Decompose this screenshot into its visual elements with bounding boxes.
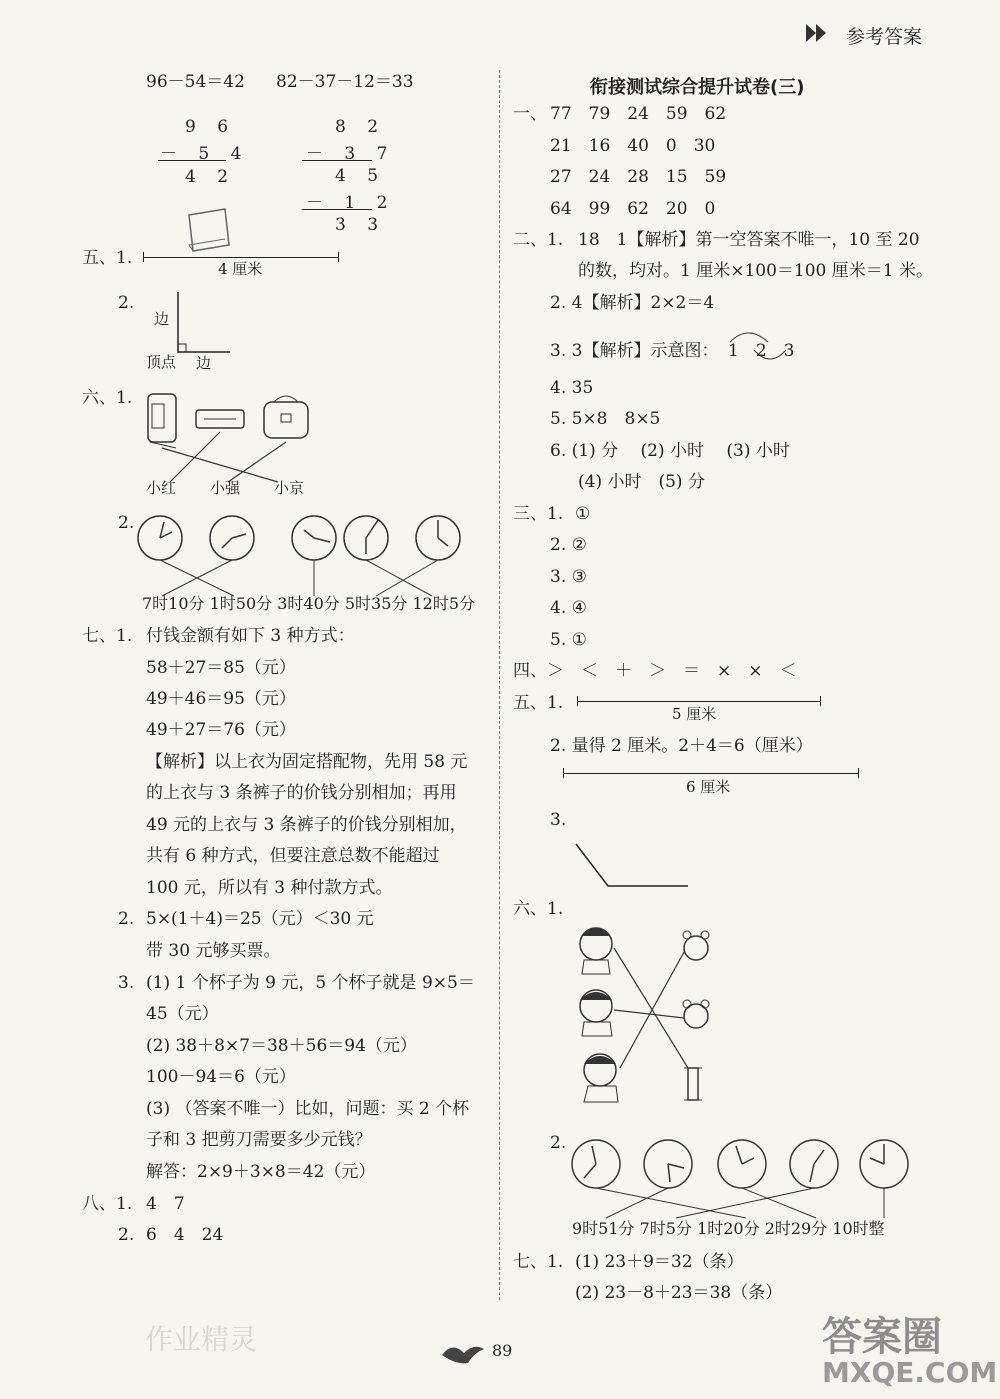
- angle-drawing: [170, 290, 240, 364]
- name-xiaoqiang: 小强: [210, 479, 241, 497]
- page-number: 89: [492, 1341, 513, 1360]
- s7-line: 49 元的上衣与 3 条裤子的价钱分别相加，: [146, 815, 467, 835]
- alarm-clock-icon: [683, 1000, 709, 1028]
- s7-2-label: 2.: [118, 909, 135, 929]
- tick: [563, 768, 564, 778]
- s7-3-line: (1) 1 个杯子为 9 元，5 个杯子就是 9×5＝: [146, 973, 475, 993]
- bag-icon: [264, 396, 308, 438]
- s5-length: 4 厘米: [218, 260, 263, 278]
- clock-icon: [718, 1140, 766, 1188]
- r-s5-2: 2. 量得 2 厘米。2＋4＝6（厘米）: [550, 736, 813, 756]
- vert1-line2: － 5 4: [160, 144, 250, 164]
- clock-icon: [790, 1140, 838, 1188]
- tick: [338, 252, 339, 262]
- chevron-right-icon: [804, 22, 832, 48]
- r-s2-6b: (4) 小时 (5) 分: [578, 472, 705, 492]
- r-s2-3: 3. 3【解析】示意图：: [550, 341, 719, 361]
- s7-line: 58＋27＝85（元）: [146, 658, 296, 678]
- s5-label: 五、1.: [82, 248, 133, 268]
- child-icon: [580, 928, 612, 974]
- vert2-line5: 3 3: [335, 215, 387, 235]
- child-icon: [580, 990, 612, 1036]
- r-s2-5: 5. 5×8 8×5: [550, 409, 661, 429]
- stamp-icon: [185, 205, 235, 259]
- s8-label: 八、1.: [82, 1194, 133, 1214]
- edge-label-1: 边: [154, 310, 170, 328]
- vert2-line1: 8 2: [335, 117, 387, 137]
- s7-3-line: 100－94＝6（元）: [146, 1067, 296, 1087]
- rule: [302, 209, 372, 210]
- vert1-line1: 9 6: [185, 117, 237, 137]
- clock-icon: [572, 1140, 620, 1188]
- s6-2-label: 2.: [118, 513, 135, 533]
- hourglass-icon: [684, 1068, 702, 1100]
- clock-times-right: 9时51分 7时5分 1时20分 2时29分 10时整: [572, 1219, 885, 1238]
- column-divider: [499, 70, 500, 1300]
- s7-line: 【解析】以上衣为固定搭配物，先用 58 元: [146, 752, 468, 772]
- s8-2-label: 2.: [118, 1225, 135, 1245]
- r-s3-item: 3. ③: [550, 567, 587, 587]
- paper-title: 衔接测试综合提升试卷(三): [590, 77, 805, 98]
- equation-1: 96－54＝42: [146, 72, 245, 92]
- segment-6cm: [563, 773, 858, 774]
- s7-line: 100 元，所以有 3 种付款方式。: [146, 878, 393, 898]
- s7-line: 的上衣与 3 条裤子的价钱分别相加；再用: [146, 783, 457, 803]
- s7-2-line: 5×(1＋4)＝25（元）＜30 元: [146, 909, 374, 929]
- s6-label: 六、1.: [82, 388, 133, 408]
- angle-drawing-2: [570, 838, 700, 898]
- name-xiaohong: 小红: [146, 479, 177, 497]
- s7-line: 付钱金额有如下 3 种方式：: [146, 626, 355, 646]
- watermark-logo: 答案圈: [822, 1314, 942, 1360]
- r-s1-row: 64 99 62 20 0: [550, 199, 716, 219]
- clock-icon: [860, 1140, 908, 1188]
- r-s3-item: 5. ①: [550, 630, 587, 650]
- s7-3-line: 解答：2×9＋3×8＝42（元）: [146, 1162, 376, 1182]
- s7-label: 七、1.: [82, 626, 133, 646]
- r-s1-label: 一、: [513, 104, 547, 124]
- r-s6-2: 2.: [550, 1133, 567, 1153]
- s7-2-line: 带 30 元够买票。: [146, 941, 281, 961]
- r-s7-label: 七、1.: [513, 1252, 564, 1272]
- r-s3-item: 2. ②: [550, 535, 587, 555]
- s7-3-line: 45（元）: [146, 1004, 219, 1024]
- s7-3-label: 3.: [118, 973, 135, 993]
- vertex-label: 顶点: [146, 353, 177, 371]
- rule: [158, 160, 226, 161]
- r-s3-label: 三、1.: [513, 504, 564, 524]
- r-s5-3: 3.: [550, 810, 567, 830]
- r-s1-row: 77 79 24 59 62: [550, 104, 727, 124]
- r-s5-len1: 5 厘米: [672, 705, 717, 723]
- clock-icon: [292, 516, 336, 560]
- r-s3-item: 4. ④: [550, 598, 587, 618]
- clocks-right: [566, 1134, 916, 1224]
- r-s6-label: 六、1.: [513, 899, 564, 919]
- r-s5-len2: 6 厘米: [686, 778, 731, 796]
- bird-icon: [438, 1337, 488, 1371]
- r-s2-1b: 的数，均对。1 厘米×100＝100 厘米＝1 米。: [578, 261, 933, 281]
- s7-line: 49＋27＝76（元）: [146, 720, 296, 740]
- header-title: 参考答案: [845, 26, 922, 48]
- watermark-url: MXQE.COM: [822, 1356, 998, 1389]
- clock-times-left: 7时10分 1时50分 3时40分 5时35分 12时5分: [142, 594, 476, 613]
- backpack-icon: [148, 394, 176, 448]
- segment-4cm: [143, 257, 338, 258]
- pencil-case-icon: [196, 410, 244, 428]
- name-xiaojing: 小京: [274, 479, 305, 497]
- children-clocks-drawing: [570, 918, 730, 1122]
- r-s5-label: 五、1.: [513, 693, 564, 713]
- clock-icon: [596, 1140, 692, 1188]
- clock-icon: [138, 516, 182, 560]
- tick: [858, 768, 859, 778]
- s7-3-line: (2) 38＋8×7＝38＋56＝94（元）: [146, 1036, 417, 1056]
- equation-2: 82－37－12＝33: [276, 72, 414, 92]
- tick: [577, 696, 578, 706]
- r-s1-row: 27 24 28 15 59: [550, 167, 727, 187]
- r-s3-item: ①: [575, 504, 591, 524]
- r-s2-label: 二、1.: [513, 230, 564, 250]
- r-s2-4: 4. 35: [550, 378, 594, 398]
- clocks-left: [132, 508, 477, 604]
- s8-1: 4 7: [146, 1194, 185, 1214]
- alarm-clock-icon: [683, 931, 709, 960]
- clock-icon: [210, 516, 254, 560]
- r-s2-1a: 18 1【解析】第一空答案不唯一，10 至 20: [578, 230, 920, 250]
- watermark-text: 作业精灵: [145, 1323, 258, 1356]
- rule: [302, 160, 372, 161]
- clock-icon: [416, 516, 460, 560]
- r-s2-2: 2. 4【解析】2×2＝4: [550, 293, 715, 313]
- clock-icon: [344, 516, 388, 560]
- vert1-line3: 4 2: [185, 167, 237, 187]
- edge-label-2: 边: [196, 354, 212, 372]
- s7-line: 共有 6 种方式，但要注意总数不能超过: [146, 846, 440, 866]
- tick: [143, 252, 144, 262]
- r-s1-row: 21 16 40 0 30: [550, 136, 716, 156]
- s8-2: 6 4 24: [146, 1225, 224, 1245]
- child-icon: [584, 1054, 618, 1102]
- r-s7-1: (1) 23＋9＝32（条）: [575, 1252, 744, 1272]
- r-s7-2: (2) 23－8＋23＝38（条）: [575, 1283, 783, 1303]
- vert2-line3: 4 5: [335, 166, 387, 186]
- segment-5cm: [577, 701, 820, 702]
- r-s2-6a: 6. (1) 分 (2) 小时 (3) 小时: [550, 441, 790, 461]
- vert2-line4: － 1 2: [306, 193, 396, 213]
- s7-3-line: 子和 3 把剪刀需要多少元钱？: [146, 1130, 372, 1150]
- s7-3-line: (3) （答案不唯一）比如，问题：买 2 个杯: [146, 1099, 470, 1119]
- r-s2-3-nums: 1 2 3: [728, 341, 795, 361]
- s7-line: 49＋46＝95（元）: [146, 689, 296, 709]
- vert2-line2: － 3 7: [306, 144, 396, 164]
- tick: [820, 696, 821, 706]
- s5-2-label: 2.: [118, 293, 135, 313]
- r-s4: 四、＞ ＜ ＋ ＞ ＝ × × ＜: [513, 661, 797, 681]
